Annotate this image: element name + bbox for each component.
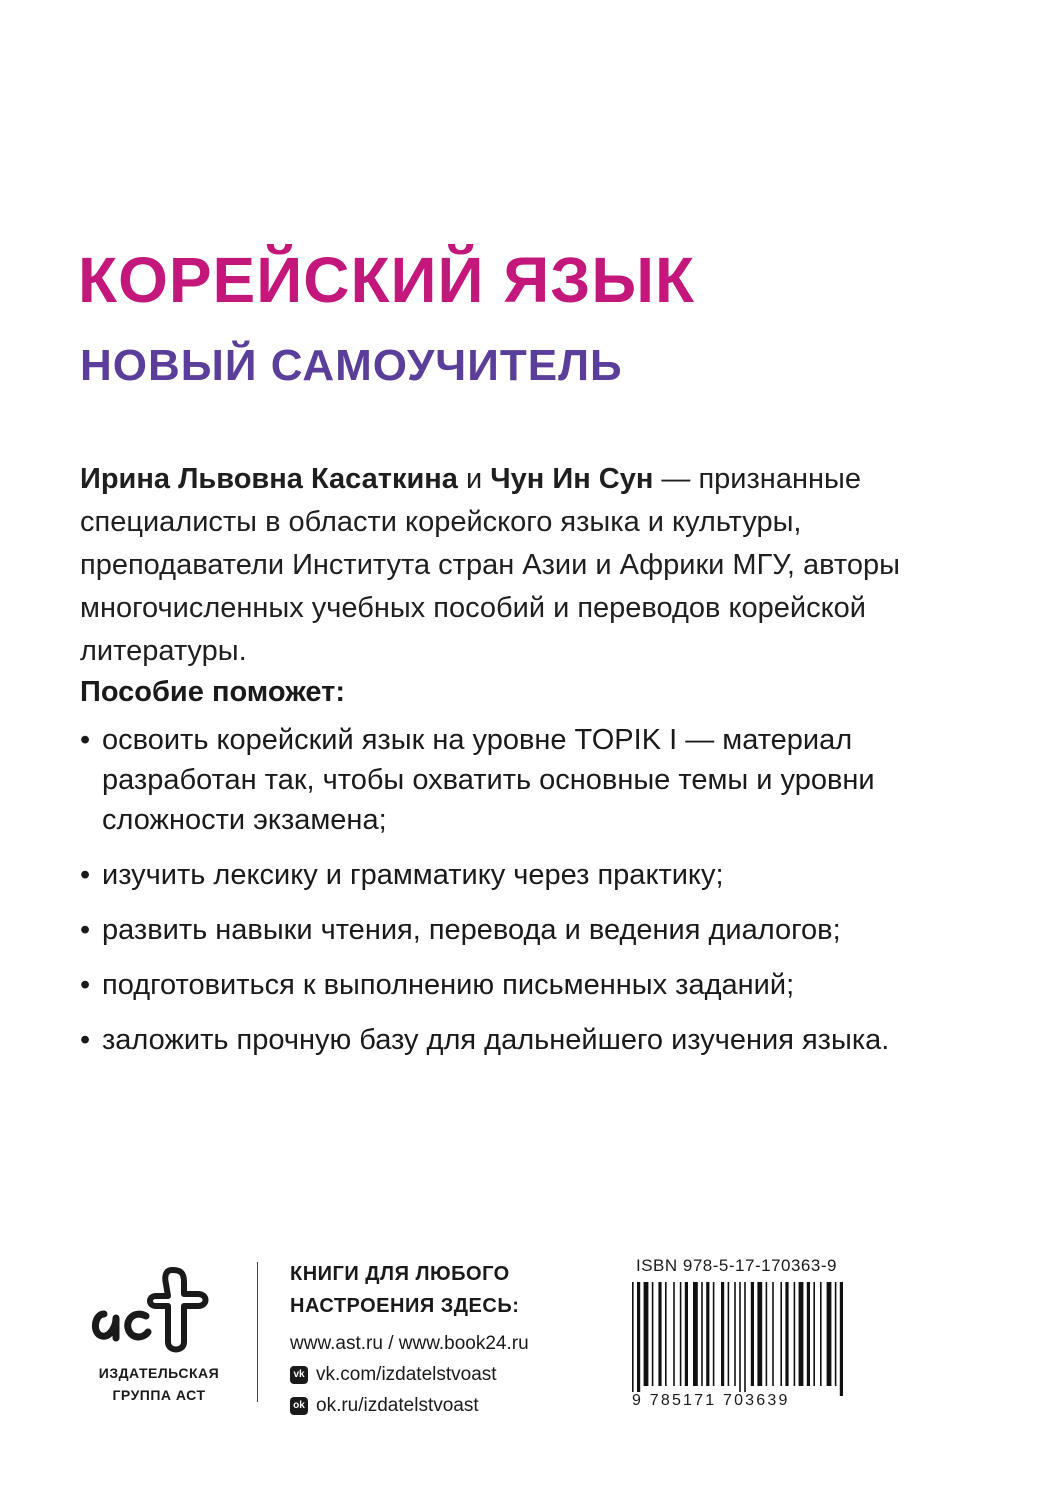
bullet-icon: •: [80, 724, 91, 756]
list-item: [80, 965, 980, 1005]
barcode-bar: [757, 1282, 762, 1386]
barcode-bar: [807, 1282, 810, 1386]
publisher-name: [80, 1362, 238, 1406]
barcode-bar: [673, 1282, 675, 1386]
list-item-text: заложить прочную базу для дальнейшего изучения языка.: [102, 1024, 890, 1056]
author-name-2: Чун Ин Сун: [490, 463, 654, 495]
list-item-text: изучить лексику и грамматику через практику;: [102, 859, 724, 891]
benefits-list: [80, 720, 980, 1075]
barcode-bar: [706, 1282, 709, 1386]
barcode-bar: [658, 1282, 661, 1386]
author-description-rest: — признанные специалисты в области корейского языка и культуры, преподаватели Института стран Азии и Африки МГУ, авторы многочисленных учебных пособий и переводов корейской литературы.: [80, 463, 900, 667]
bullet-icon: •: [80, 914, 91, 946]
vk-icon: vk: [290, 1366, 308, 1384]
barcode-bar: [644, 1282, 649, 1386]
barcode-bar: [728, 1282, 730, 1386]
book-subtitle: НОВЫЙ САМОУЧИТЕЛЬ: [80, 341, 623, 390]
benefits-heading: Пособие поможет:: [80, 676, 345, 708]
barcode-bar: [713, 1282, 715, 1386]
list-item: [80, 910, 980, 950]
footer-heading-line2: НАСТРОЕНИЯ ЗДЕСЬ:: [290, 1295, 520, 1317]
list-item: [80, 1020, 980, 1060]
barcode-bar: [780, 1282, 782, 1386]
barcode-digits: 9 785171 703639: [632, 1392, 790, 1409]
barcode-bar: [739, 1282, 741, 1396]
isbn-label: ISBN 978-5-17-170363-9: [636, 1256, 837, 1275]
ok-link-text: ok.ru/izdatelstvoast: [316, 1395, 479, 1416]
list-item: [80, 720, 980, 840]
barcode-bar: [680, 1282, 682, 1386]
footer-info: [290, 1258, 610, 1421]
barcode-bar: [785, 1282, 788, 1386]
barcode-bar: [701, 1282, 703, 1386]
barcode-bar: [813, 1282, 815, 1386]
barcode-bar: [799, 1282, 804, 1386]
barcode-bar: [835, 1282, 837, 1386]
barcode-bar: [766, 1282, 768, 1386]
barcode-bar: [840, 1282, 843, 1396]
book-title: КОРЕЙСКИЙ ЯЗЫК: [78, 244, 696, 316]
list-item-text: развить навыки чтения, перевода и ведения диалогов;: [102, 914, 841, 946]
barcode-bar: [827, 1282, 832, 1386]
barcode-bar: [693, 1282, 698, 1386]
barcode-bar: [665, 1282, 667, 1386]
author-connector: и: [457, 463, 491, 495]
barcode-bar: [637, 1282, 640, 1396]
barcode-bar: [772, 1282, 774, 1386]
footer-heading-line1: КНИГИ ДЛЯ ЛЮБОГО: [290, 1263, 510, 1285]
bullet-icon: •: [80, 859, 91, 891]
footer-divider: [257, 1262, 258, 1402]
barcode-bar: [744, 1282, 746, 1396]
barcode: [628, 1282, 850, 1400]
barcode-bar: [721, 1282, 724, 1386]
barcode-bar: [652, 1282, 654, 1386]
list-item-text: освоить корейский язык на уровне TOPIK I — материал разработан так, чтобы охватить основные темы и уровни сложности экзамена;: [102, 724, 875, 836]
websites-link[interactable]: [290, 1328, 610, 1359]
barcode-bar: [632, 1282, 634, 1396]
publisher-name-line2: ГРУППА АСТ: [112, 1387, 206, 1403]
barcode-bar: [751, 1282, 754, 1386]
author-description: [80, 458, 980, 673]
ok-icon: ok: [290, 1397, 308, 1415]
bullet-icon: •: [80, 969, 91, 1001]
list-item-text: подготовиться к выполнению письменных заданий;: [102, 969, 795, 1001]
barcode-bar: [685, 1282, 688, 1386]
publisher-name-line1: ИЗДАТЕЛЬСКАЯ: [98, 1365, 220, 1381]
author-name-1: Ирина Львовна Касаткина: [80, 463, 458, 495]
websites-text: www.ast.ru / www.book24.ru: [290, 1333, 529, 1354]
bullet-icon: •: [80, 1024, 91, 1056]
vk-link-text: vk.com/izdatelstvoast: [316, 1364, 497, 1385]
ok-link[interactable]: [290, 1390, 610, 1421]
list-item: [80, 855, 980, 895]
ast-logo-icon: [90, 1262, 220, 1358]
publisher-logo: [80, 1262, 238, 1412]
barcode-bar: [820, 1282, 822, 1386]
barcode-bar: [794, 1282, 796, 1386]
barcode-bar: [734, 1282, 736, 1386]
vk-link[interactable]: [290, 1359, 610, 1390]
